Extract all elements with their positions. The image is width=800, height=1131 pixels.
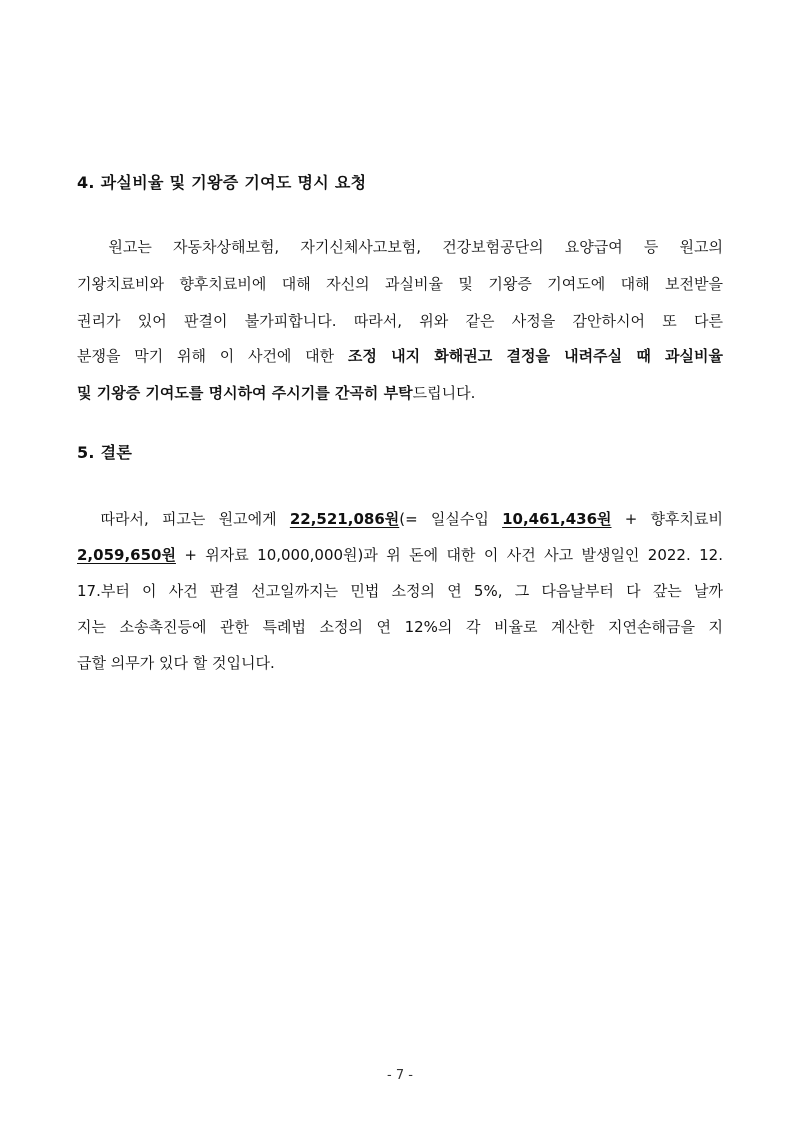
section-5-line-2-text: + 위자료 10,000,000원)과 위 돈에 대한 이 사건 사고 발생일인 2022. 12. [175,546,723,564]
amount-future-treatment: 2,059,650원 [77,546,176,564]
section-5-line-1-text-c: + 향후치료비 [611,510,723,528]
section-5-line-3: 17.부터 이 사건 판결 선고일까지는 민법 소정의 연 5%, 그 다음날부터 다 갚는 날까 [77,582,723,600]
section-5-line-4: 지는 소송촉진등에 관한 특례법 소정의 연 12%의 각 비율로 계산한 지연손해금을 지 [77,618,723,636]
section-4-line-5-text: 드립니다. [412,384,476,402]
section-5-heading: 5. 결론 [77,443,133,462]
section-4-line-3: 권리가 있어 판결이 불가피합니다. 따라서, 위와 같은 사정을 감안하시어 또 다른 [77,312,723,330]
amount-lost-income: 10,461,436원 [502,510,612,528]
section-5-line-1-text-b: (= 일실수입 [399,510,503,528]
amount-total: 22,521,086원 [289,510,400,528]
section-4-line-5-emphasis: 및 기왕증 기여도를 명시하여 주시기를 간곡히 부탁 [77,384,413,402]
section-4-line-4-text: 분쟁을 막기 위해 이 사건에 대한 [77,347,348,365]
section-4-line-4-emphasis: 조정 내지 화해권고 결정을 내려주실 때 과실비율 [347,347,723,365]
page-number: - 7 - [387,1068,413,1083]
section-5-line-5: 급할 의무가 있다 할 것입니다. [77,654,275,672]
section-4-line-5 [77,383,723,403]
section-4-line-1: 원고는 자동차상해보험, 자기신체사고보험, 건강보험공단의 요양급여 등 원고의 [77,238,723,256]
section-4-heading: 4. 과실비율 및 기왕증 기여도 명시 요청 [77,173,367,192]
section-4-line-4 [77,346,723,366]
section-4-line-2: 기왕치료비와 향후치료비에 대해 자신의 과실비율 및 기왕증 기여도에 대해 보전받을 [77,275,723,293]
section-5-line-1-text-a: 따라서, 피고는 원고에게 [77,510,290,528]
section-5-line-2 [77,545,723,565]
section-5-line-1 [77,509,723,529]
